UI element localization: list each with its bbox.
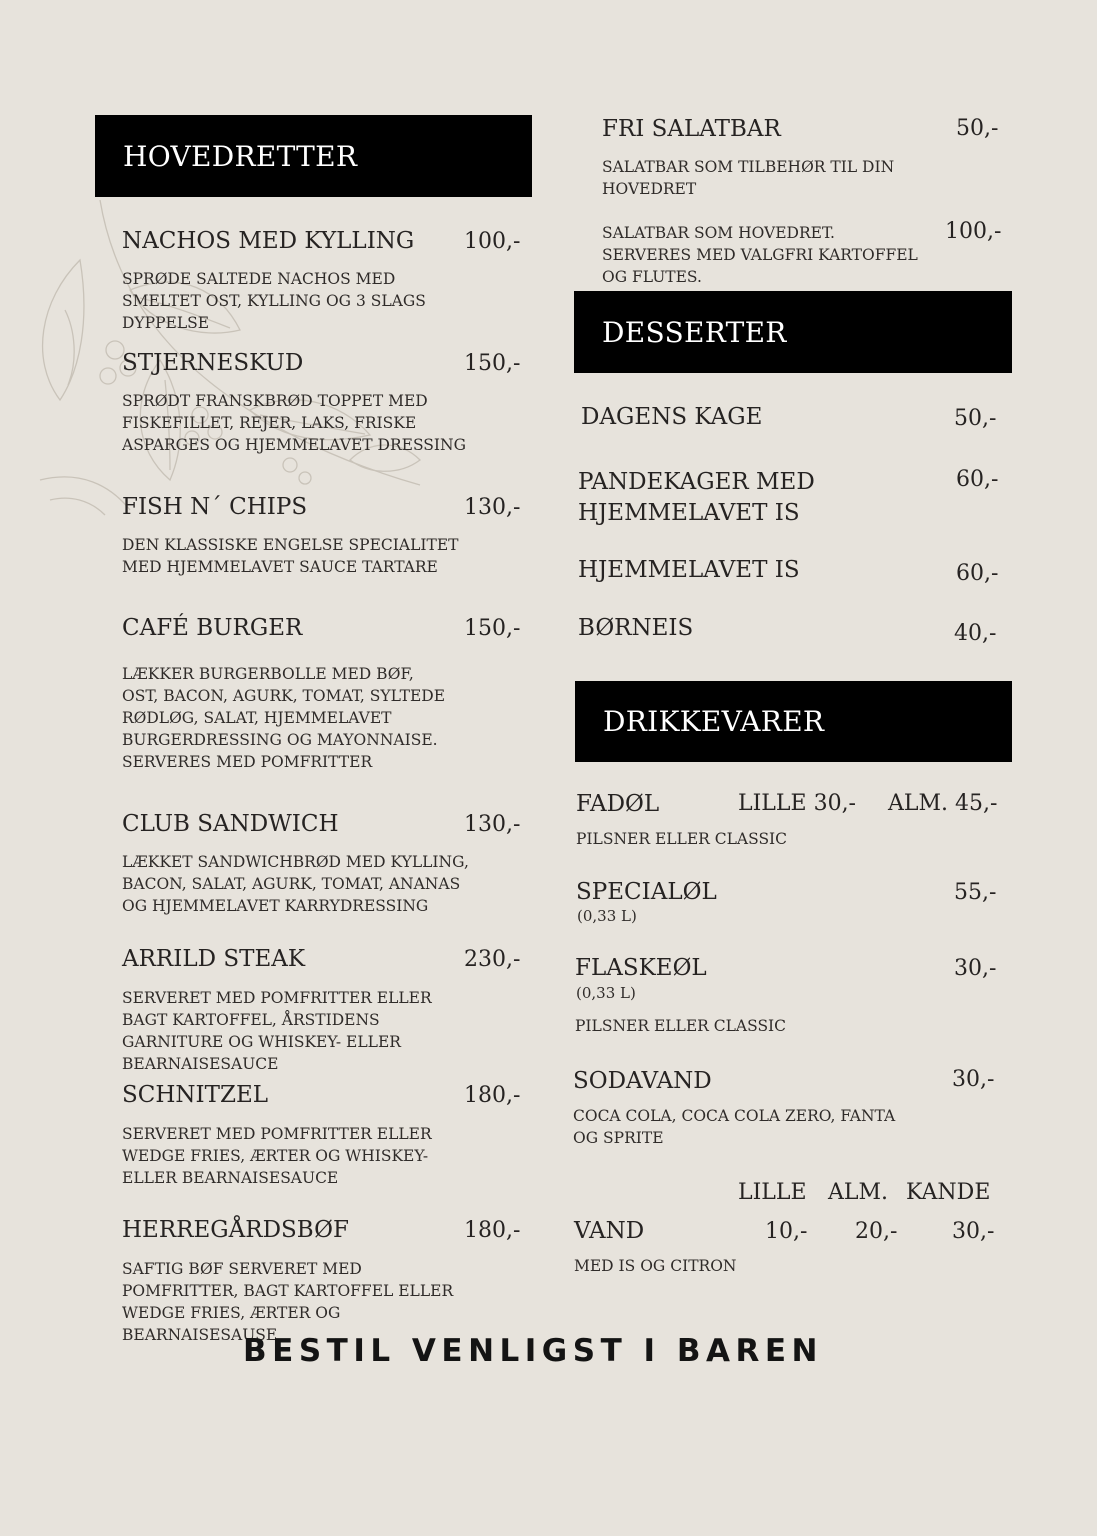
item-name: NACHOS MED KYLLING bbox=[122, 228, 415, 254]
mains-header-label: HOVEDRETTER bbox=[123, 139, 358, 173]
item-name: DAGENS KAGE bbox=[581, 404, 763, 430]
item-size: (0,33 L) bbox=[577, 907, 637, 925]
item-name: HERREGÅRDSBØF bbox=[122, 1217, 349, 1243]
item-name: FRI SALATBAR bbox=[602, 116, 781, 142]
item-name: SODAVAND bbox=[573, 1068, 712, 1094]
item-price: 30,- bbox=[954, 956, 997, 981]
item-price-small: LILLE 30,- bbox=[738, 791, 856, 816]
item-name: HJEMMELAVET IS bbox=[578, 557, 800, 583]
order-at-bar-notice: BESTIL VENLIGST I BAREN bbox=[243, 1333, 823, 1369]
size-column-header: KANDE bbox=[906, 1180, 991, 1205]
item-price: 50,- bbox=[956, 116, 999, 141]
item-description: PILSNER ELLER CLASSIC bbox=[576, 830, 788, 848]
item-description: PILSNER ELLER CLASSIC bbox=[575, 1017, 787, 1035]
item-name: ARRILD STEAK bbox=[122, 946, 306, 972]
item-price: 100,- bbox=[945, 219, 1002, 244]
item-price: 180,- bbox=[464, 1083, 521, 1108]
item-price: 50,- bbox=[954, 406, 997, 431]
item-price: 55,- bbox=[954, 880, 997, 905]
item-name: VAND bbox=[574, 1218, 645, 1244]
item-name: FISH N´ CHIPS bbox=[122, 494, 308, 520]
item-name: CLUB SANDWICH bbox=[122, 811, 339, 837]
item-price: 30,- bbox=[952, 1067, 995, 1092]
item-name: FLASKEØL bbox=[575, 955, 707, 981]
item-description: SPRØDT FRANSKBRØD TOPPET MED FISKEFILLET, REJER, LAKS, FRISKE ASPARGES OG HJEMMELAVET DRESSING bbox=[122, 392, 466, 454]
item-price: 130,- bbox=[464, 812, 521, 837]
item-description: LÆKKER BURGERBOLLE MED BØF, OST, BACON, AGURK, TOMAT, SYLTEDE RØDLØG, SALAT, HJEMMELAVET BURGERDRESSING OG MAYONNAISE. SERVERES MED POMFRITTER bbox=[122, 665, 446, 771]
item-name: SCHNITZEL bbox=[122, 1082, 269, 1108]
item-description: SALATBAR SOM HOVEDRET. SERVERES MED VALGFRI KARTOFFEL OG FLUTES. bbox=[602, 224, 918, 286]
desserts-header bbox=[574, 291, 1012, 373]
item-name: PANDEKAGER MED HJEMMELAVET IS bbox=[578, 469, 815, 526]
item-name: BØRNEIS bbox=[578, 615, 694, 641]
item-description: SPRØDE SALTEDE NACHOS MED SMELTET OST, KYLLING OG 3 SLAGS DYPPELSE bbox=[122, 270, 426, 332]
size-column-header: ALM. bbox=[828, 1180, 889, 1205]
item-description: SALATBAR SOM TILBEHØR TIL DIN HOVEDRET bbox=[602, 158, 895, 198]
item-name: SPECIALØL bbox=[576, 879, 717, 905]
desserts-header-label: DESSERTER bbox=[602, 315, 787, 349]
item-size: (0,33 L) bbox=[576, 984, 636, 1002]
item-price: 60,- bbox=[956, 561, 999, 586]
drinks-header-label: DRIKKEVARER bbox=[603, 705, 825, 738]
item-description: DEN KLASSISKE ENGELSE SPECIALITET MED HJEMMELAVET SAUCE TARTARE bbox=[122, 536, 459, 576]
item-price: 150,- bbox=[464, 351, 521, 376]
item-price: 230,- bbox=[464, 947, 521, 972]
item-price: 20,- bbox=[855, 1219, 898, 1244]
item-description: SERVERET MED POMFRITTER ELLER BAGT KARTOFFEL, ÅRSTIDENS GARNITURE OG WHISKEY- ELLER BEARNAISESAUCE bbox=[122, 989, 432, 1073]
mains-header bbox=[95, 115, 532, 197]
drinks-header bbox=[575, 681, 1012, 762]
item-description: COCA COLA, COCA COLA ZERO, FANTA OG SPRITE bbox=[573, 1107, 896, 1147]
item-price: 60,- bbox=[956, 467, 999, 492]
item-description: SAFTIG BØF SERVERET MED POMFRITTER, BAGT KARTOFFEL ELLER WEDGE FRIES, ÆRTER OG BEARNAISESAUSE bbox=[122, 1260, 454, 1344]
item-name: FADØL bbox=[576, 791, 660, 817]
item-price: 30,- bbox=[952, 1219, 995, 1244]
size-column-header: LILLE bbox=[738, 1180, 807, 1205]
item-name: CAFÉ BURGER bbox=[122, 615, 303, 641]
item-price: 10,- bbox=[765, 1219, 808, 1244]
item-description: SERVERET MED POMFRITTER ELLER WEDGE FRIES, ÆRTER OG WHISKEY- ELLER BEARNAISESAUCE bbox=[122, 1125, 432, 1187]
item-price: 130,- bbox=[464, 495, 521, 520]
item-price: 180,- bbox=[464, 1218, 521, 1243]
item-name: STJERNESKUD bbox=[122, 350, 304, 376]
item-price: 150,- bbox=[464, 616, 521, 641]
item-price: 100,- bbox=[464, 229, 521, 254]
item-description: MED IS OG CITRON bbox=[574, 1257, 737, 1275]
item-price-regular: ALM. 45,- bbox=[888, 791, 998, 816]
item-description: LÆKKET SANDWICHBRØD MED KYLLING, BACON, SALAT, AGURK, TOMAT, ANANAS OG HJEMMELAVET KARRYDRESSING bbox=[122, 853, 469, 915]
item-price: 40,- bbox=[954, 621, 997, 646]
